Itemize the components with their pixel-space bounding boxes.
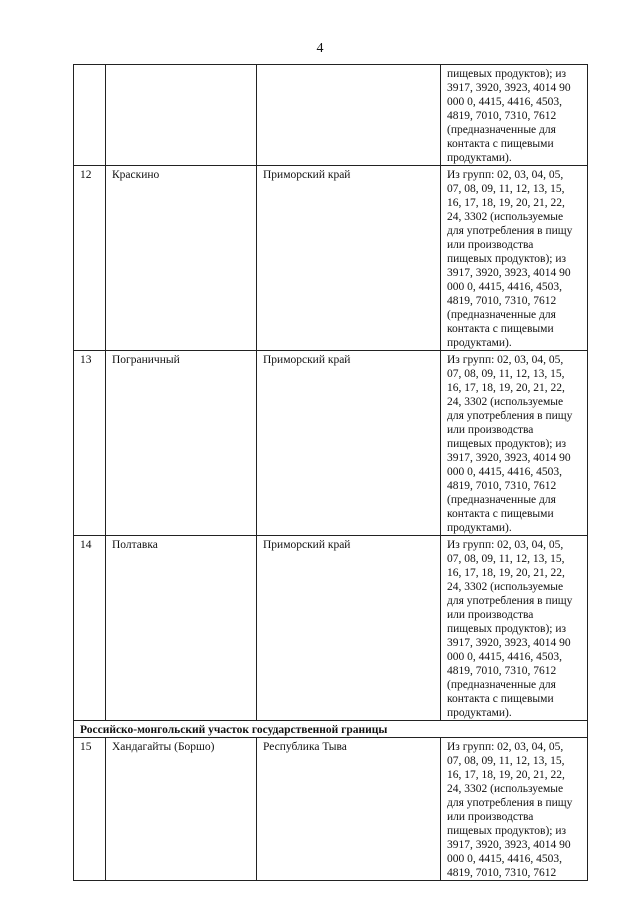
row-number: 12	[74, 166, 106, 351]
goods-line: для употребления в пищу	[447, 225, 573, 237]
goods-line: контакта с пищевыми	[447, 138, 554, 150]
checkpoint-name-cell	[106, 65, 257, 166]
goods-line: 24, 3302 (используемые	[447, 211, 564, 223]
goods-cell	[441, 351, 588, 536]
goods-line: 4819, 7010, 7310, 7612	[447, 867, 557, 879]
goods-line: пищевых продуктов); из	[447, 438, 567, 450]
goods-line: (предназначенные для	[447, 124, 556, 136]
goods-line: 24, 3302 (используемые	[447, 396, 564, 408]
goods-line: пищевых продуктов); из	[447, 623, 567, 635]
region-name: Приморский край	[257, 536, 441, 721]
section-heading-row	[74, 721, 588, 738]
goods-line: 07, 08, 09, 11, 12, 13, 15,	[447, 755, 565, 767]
page-number: 4	[316, 41, 324, 56]
table-row-continued	[74, 65, 588, 166]
goods-line: 24, 3302 (используемые	[447, 581, 564, 593]
goods-line: (предназначенные для	[447, 679, 556, 691]
goods-line: продуктами).	[447, 707, 512, 719]
goods-line: 3917, 3920, 3923, 4014 90	[447, 839, 571, 851]
goods-line: продуктами).	[447, 522, 512, 534]
row-number: 14	[74, 536, 106, 721]
goods-line: пищевых продуктов); из	[447, 825, 567, 837]
goods-line: (предназначенные для	[447, 309, 556, 321]
goods-line: контакта с пищевыми	[447, 323, 554, 335]
goods-line: 3917, 3920, 3923, 4014 90	[447, 267, 571, 279]
goods-line: 07, 08, 09, 11, 12, 13, 15,	[447, 553, 565, 565]
goods-line: для употребления в пищу	[447, 797, 573, 809]
goods-line: 000 0, 4415, 4416, 4503,	[447, 281, 562, 293]
region-name: Республика Тыва	[257, 738, 441, 881]
goods-cell	[441, 536, 588, 721]
goods-line: контакта с пищевыми	[447, 693, 554, 705]
region-name: Приморский край	[257, 351, 441, 536]
goods-line: Из групп: 02, 03, 04, 05,	[447, 539, 564, 551]
goods-line: 16, 17, 18, 19, 20, 21, 22,	[447, 769, 565, 781]
number-cell	[74, 65, 106, 166]
goods-line: или производства	[447, 609, 534, 621]
checkpoints-table	[73, 64, 588, 881]
goods-line: 24, 3302 (используемые	[447, 783, 564, 795]
goods-line: контакта с пищевыми	[447, 508, 554, 520]
table-row	[74, 166, 588, 351]
goods-cell	[441, 166, 588, 351]
row-number: 15	[74, 738, 106, 881]
region-cell	[257, 65, 441, 166]
checkpoint-name: Полтавка	[106, 536, 257, 721]
goods-line: Из групп: 02, 03, 04, 05,	[447, 741, 564, 753]
table-row	[74, 738, 588, 881]
goods-line: 3917, 3920, 3923, 4014 90	[447, 82, 571, 94]
goods-line: 4819, 7010, 7310, 7612	[447, 295, 557, 307]
goods-line: 4819, 7010, 7310, 7612	[447, 480, 557, 492]
region-name: Приморский край	[257, 166, 441, 351]
goods-line: 000 0, 4415, 4416, 4503,	[447, 96, 562, 108]
table-row	[74, 536, 588, 721]
goods-line: 16, 17, 18, 19, 20, 21, 22,	[447, 197, 565, 209]
goods-line: пищевых продуктов); из	[447, 68, 567, 80]
goods-line: или производства	[447, 239, 534, 251]
goods-line: Из групп: 02, 03, 04, 05,	[447, 354, 564, 366]
goods-line: (предназначенные для	[447, 494, 556, 506]
goods-line: 000 0, 4415, 4416, 4503,	[447, 651, 562, 663]
goods-line: 000 0, 4415, 4416, 4503,	[447, 853, 562, 865]
goods-cell	[441, 738, 588, 881]
table-row	[74, 351, 588, 536]
checkpoint-name: Краскино	[106, 166, 257, 351]
goods-line: продуктами).	[447, 152, 512, 164]
goods-line: 07, 08, 09, 11, 12, 13, 15,	[447, 183, 565, 195]
goods-line: 16, 17, 18, 19, 20, 21, 22,	[447, 382, 565, 394]
row-number: 13	[74, 351, 106, 536]
goods-line: для употребления в пищу	[447, 410, 573, 422]
goods-line: 3917, 3920, 3923, 4014 90	[447, 637, 571, 649]
goods-line: или производства	[447, 424, 534, 436]
goods-line: 16, 17, 18, 19, 20, 21, 22,	[447, 567, 565, 579]
goods-cell	[441, 65, 588, 166]
checkpoint-name: Хандагайты (Боршо)	[106, 738, 257, 881]
goods-line: 07, 08, 09, 11, 12, 13, 15,	[447, 368, 565, 380]
goods-line: 4819, 7010, 7310, 7612	[447, 665, 557, 677]
goods-line: или производства	[447, 811, 534, 823]
goods-line: 000 0, 4415, 4416, 4503,	[447, 466, 562, 478]
section-heading: Российско-монгольский участок государственной границы	[74, 721, 588, 738]
goods-line: Из групп: 02, 03, 04, 05,	[447, 169, 564, 181]
goods-line: 4819, 7010, 7310, 7612	[447, 110, 557, 122]
checkpoint-name: Пограничный	[106, 351, 257, 536]
goods-line: пищевых продуктов); из	[447, 253, 567, 265]
goods-line: продуктами).	[447, 337, 512, 349]
goods-line: для употребления в пищу	[447, 595, 573, 607]
goods-line: 3917, 3920, 3923, 4014 90	[447, 452, 571, 464]
